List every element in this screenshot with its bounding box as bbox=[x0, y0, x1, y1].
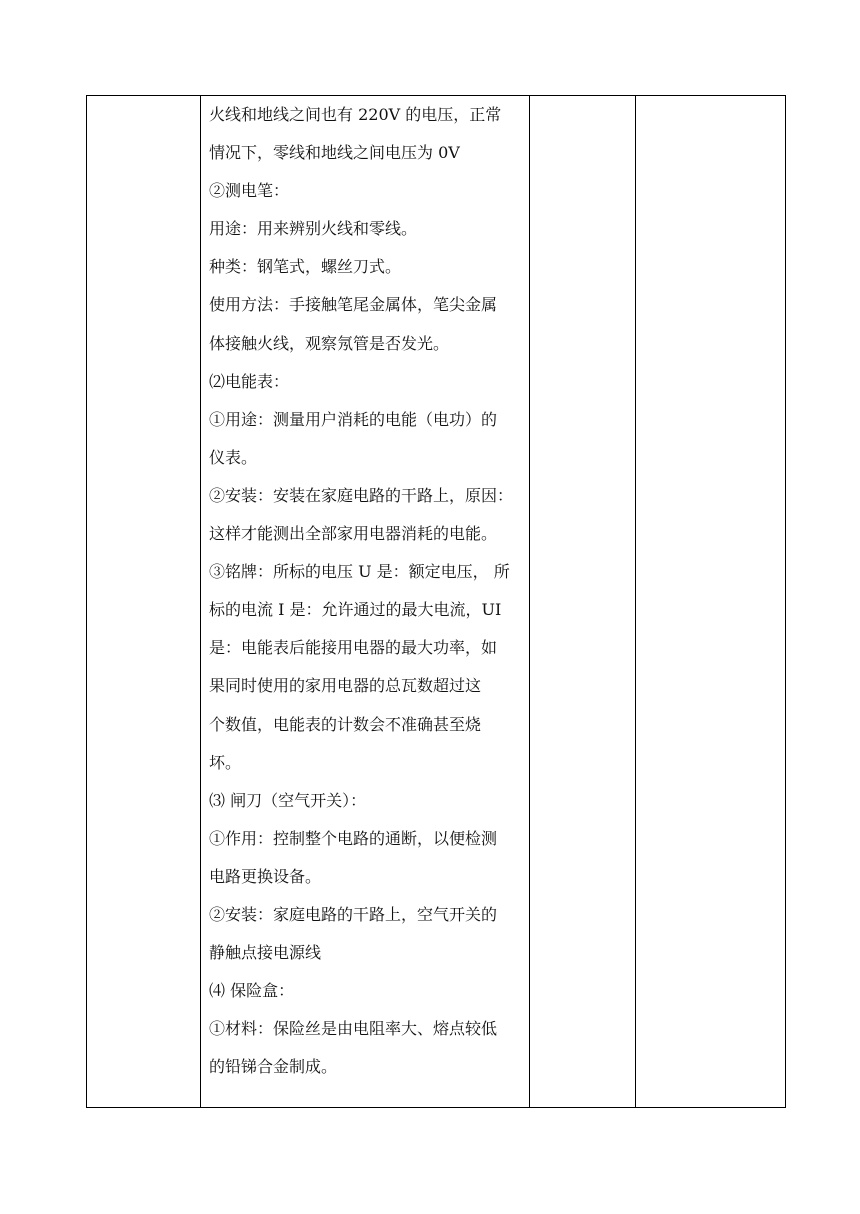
content-table bbox=[86, 95, 786, 1108]
text-line: ⑷ 保险盒： bbox=[209, 981, 295, 1001]
text-line: ②测电笔： bbox=[209, 181, 290, 201]
lesson-content-cell bbox=[209, 96, 515, 1086]
text-line: 的铅锑合金制成。 bbox=[209, 1057, 338, 1077]
text-line: ⑵电能表： bbox=[209, 371, 290, 391]
column-divider bbox=[200, 96, 201, 1107]
text-line: ①材料：保险丝是由电阻率大、熔点较低 bbox=[209, 1019, 498, 1039]
text-line: ⑶ 闸刀（空气开关）： bbox=[209, 790, 367, 810]
column-divider bbox=[635, 96, 636, 1107]
text-line: 这样才能测出全部家用电器消耗的电能。 bbox=[209, 524, 498, 544]
column-divider bbox=[529, 96, 530, 1107]
text-line: 体接触火线，观察氖管是否发光。 bbox=[209, 333, 450, 353]
text-line: 种类：钢笔式，螺丝刀式。 bbox=[209, 257, 402, 277]
text-line: 用途：用来辨别火线和零线。 bbox=[209, 219, 418, 239]
text-line: 坏。 bbox=[209, 752, 242, 772]
text-line: 静触点接电源线 bbox=[209, 943, 322, 963]
text-line: 使用方法：手接触笔尾金属体，笔尖金属 bbox=[209, 295, 498, 315]
text-line: 仪表。 bbox=[209, 447, 258, 467]
text-line: ①用途：测量用户消耗的电能（电功）的 bbox=[209, 409, 498, 429]
text-line: ②安装：家庭电路的干路上，空气开关的 bbox=[209, 904, 498, 924]
text-line: 是：电能表后能接用电器的最大功率，如 bbox=[209, 638, 498, 658]
text-line: 情况下，零线和地线之间电压为 0V bbox=[209, 143, 460, 163]
text-line: ③铭牌：所标的电压 U 是：额定电压， 所 bbox=[209, 562, 510, 582]
text-line: ①作用：控制整个电路的通断，以便检测 bbox=[209, 828, 498, 848]
text-line: 个数值，电能表的计数会不准确甚至烧 bbox=[209, 714, 482, 734]
text-line: 标的电流 I 是：允许通过的最大电流，UI bbox=[209, 600, 502, 620]
text-line: ②安装：安装在家庭电路的干路上，原因： bbox=[209, 485, 514, 505]
text-line: 果同时使用的家用电器的总瓦数超过这 bbox=[209, 676, 482, 696]
text-line: 电路更换设备。 bbox=[209, 866, 322, 886]
text-line: 火线和地线之间也有 220V 的电压，正常 bbox=[209, 105, 502, 124]
